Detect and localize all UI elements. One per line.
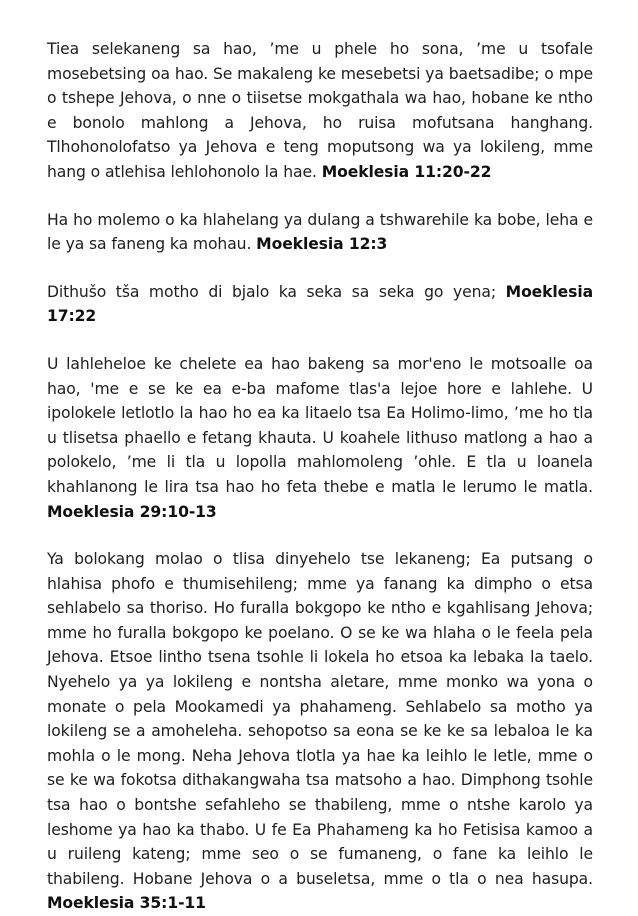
scripture-reference: Moeklesia 29:10-13 [47, 502, 217, 521]
passage [47, 352, 593, 524]
passage [47, 208, 593, 257]
passage-text: Dithušo tša motho di bjalo ka seka sa seka go yena; [47, 282, 497, 301]
passage [47, 37, 593, 185]
scripture-reference: Moeklesia 11:20-22 [321, 162, 492, 181]
passage [47, 547, 593, 916]
scripture-reference: Moeklesia 12:3 [256, 235, 388, 254]
passage [47, 280, 593, 329]
passage-text: Ya bolokang molao o tlisa dinyehelo tse lekaneng; Ea putsang o hlahisa phofo e thumisehileng; mme ya fanang ka dimpho o etsa sehlabelo sa thoriso. Ho furalla bokgopo ke ntho e kgahlisang Jehova; mme ho furalla bokgopo ke poelano. O se ke wa hlaha o le feela pela Jehova. Etsoe lintho tsena tsohle li lokela ho etsoa ka lebaka la taelo. Nyehelo ya ya lokileng e nontsha aletare, mme monko wa yona o monate o pela Mookamedi ya phahameng. Sehlabelo sa motho ya lokileng se a amoheleha. sehopotso sa eona se ke ke sa lebaloa le ka mohla o le mong. Neha Jehova tlotla ya hae ka leihlo le letle, mme o se ke wa fokotsa dithakangwaha tsa matsoho a hao. Dimphong tsohle tsa hao o bontshe sefahleho se thabileng, mme o ntshe karolo ya leshome ya hao ka thabo. U fe Ea Phahameng ka ho Fetisisa kamoo a u ruileng kateng; mme seo o se fumaneng, o fane ka leihlo le thabileng. Hobane Jehova o a buseletsa, mme o tla o nea hasupa. [47, 550, 593, 888]
document-body [47, 37, 593, 916]
passage-text: Ha ho molemo o ka hlahelang ya dulang a tshwarehile ka bobe, leha e le ya sa faneng ka mohau. [47, 210, 593, 254]
passage-text: Tiea selekaneng sa hao, ’me u phele ho sona, ’me u tsofale mosebetsing oa hao. Se makaleng ke mesebetsi ya baetsadibe; o mpe o tshepe Jehova, o nne o tiisetse mokgathala wa hao, hobane ke ntho e bonolo mahlong a Jehova, ho ruisa mofutsana hanghang. Tlhohonolofatso ya Jehova e teng moputsong wa ya lokileng, mme hang o atlehisa lehlohonolo la hae. [47, 40, 593, 181]
passage-text: U lahleheloe ke chelete ea hao bakeng sa mor'eno le motsoalle oa hao, 'me e se ke ea e-ba mafome tlas'a lejoe hore e lahlehe. U ipolokele letlotlo la hao ho ea ka litaelo tsa Ea Holimo-limo, ’me ho tla u tlisetsa phaello e fetang khauta. U koahele lithuso matlong a hao a polokelo, ’me li tla u lopolla mahlomoleng ’ohle. E tla u loanela khahlanong le lira tsa hao ho feta thebe e matla le lerumo le matla. [47, 354, 593, 496]
scripture-reference: Moeklesia 35:1-11 [47, 894, 206, 913]
scripture-reference: Moeklesia 17:22 [47, 282, 594, 326]
